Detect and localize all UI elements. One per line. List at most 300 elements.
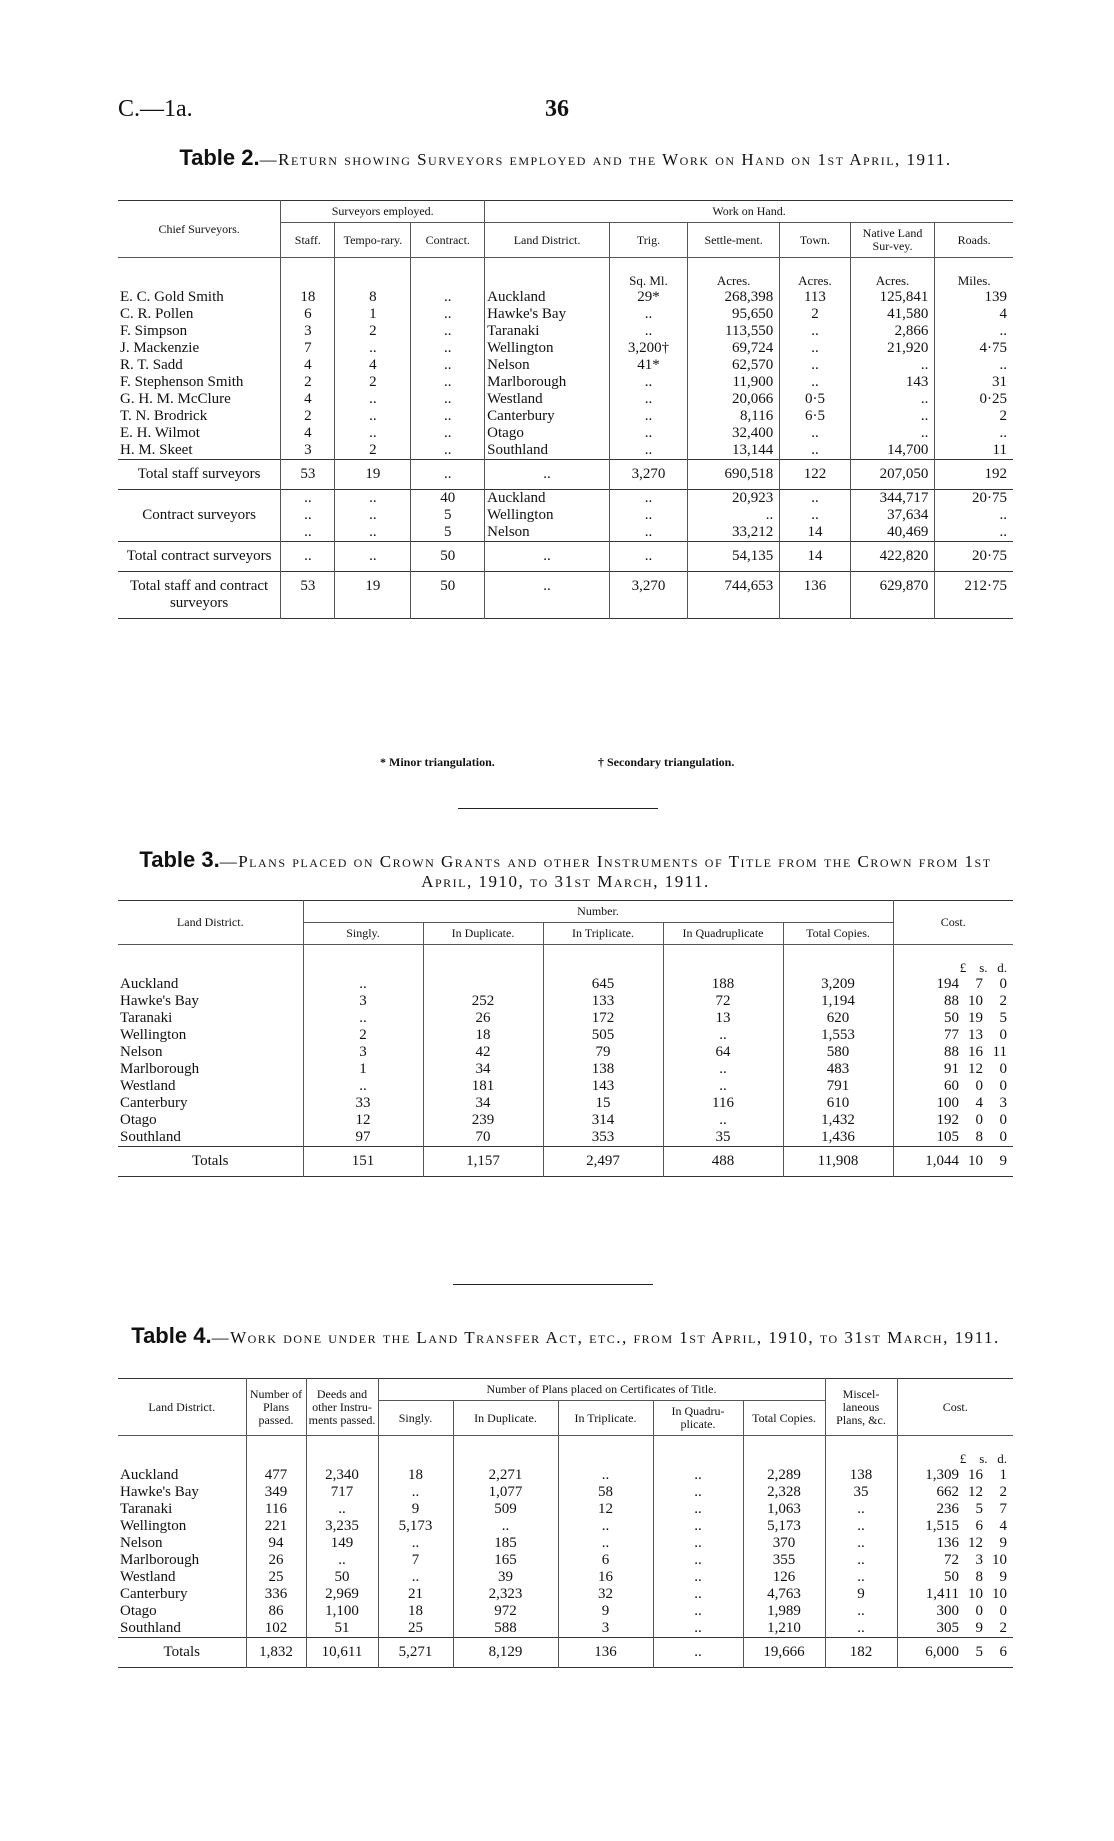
t2-cell: .. xyxy=(411,323,485,340)
cost-pounds: 192 xyxy=(936,1112,959,1128)
t3-cell: 33 xyxy=(303,1095,423,1112)
cost-pence: 7 xyxy=(999,1501,1007,1517)
t4-cell: 10,611 xyxy=(306,1638,378,1668)
table2-label: Table 2. xyxy=(179,145,260,170)
t2-cell: 3,200† xyxy=(609,340,687,357)
t4-district: Auckland xyxy=(120,1467,179,1483)
cost-pounds: 91 xyxy=(944,1061,959,1077)
t3-cell: 172 xyxy=(543,1010,663,1027)
t2-cell: Hawke's Bay xyxy=(485,306,610,323)
t2-col-contract: Contract. xyxy=(411,223,485,258)
t2-total-contract-row xyxy=(118,542,1013,572)
cost-pounds: 662 xyxy=(936,1484,959,1500)
table2 xyxy=(118,200,1013,619)
t4-cell: 2,323 xyxy=(453,1586,558,1603)
t3-cell: 3 xyxy=(303,993,423,1010)
t4-cell: .. xyxy=(378,1569,453,1586)
table-row xyxy=(118,1129,1013,1147)
t4-district: Totals xyxy=(163,1644,200,1660)
t4-cell: 5,173 xyxy=(743,1518,825,1535)
cost-shillings: 12 xyxy=(968,1484,983,1500)
t4-cell: 25 xyxy=(246,1569,306,1586)
t3-cell: 3 xyxy=(303,1044,423,1061)
t2-cell: .. xyxy=(411,340,485,357)
t2-cell: 54,135 xyxy=(688,542,780,572)
t2-cell: Total contract surveyors xyxy=(126,548,272,564)
t4-district: Nelson xyxy=(120,1535,163,1551)
t3-district: Totals xyxy=(192,1153,229,1169)
t2-cell: 13,144 xyxy=(688,442,780,460)
t2-cell: .. xyxy=(609,507,687,524)
t3-unit-pounds: £ xyxy=(959,960,967,975)
cost-pence: 0 xyxy=(999,1061,1007,1077)
cost-pence: 5 xyxy=(999,1010,1007,1026)
t2-col-district: Land District. xyxy=(485,223,610,258)
t4-cell: 165 xyxy=(453,1552,558,1569)
table-row xyxy=(118,1586,1013,1603)
t2-cell: Canterbury xyxy=(485,408,610,425)
t4-cell: .. xyxy=(558,1535,653,1552)
t4-cell: .. xyxy=(825,1535,897,1552)
t4-cell: .. xyxy=(825,1569,897,1586)
cost-shillings: 9 xyxy=(975,1620,983,1636)
t4-cell: .. xyxy=(653,1467,743,1484)
cost-pence: 0 xyxy=(999,1129,1007,1145)
table4-label: Table 4. xyxy=(131,1323,212,1348)
t4-cell: 9 xyxy=(558,1603,653,1620)
cost-shillings: 16 xyxy=(968,1467,983,1483)
t3-cell: 15 xyxy=(543,1095,663,1112)
t4-cell: 18 xyxy=(378,1603,453,1620)
t2-cell: .. xyxy=(780,490,851,508)
t4-cell: 1,989 xyxy=(743,1603,825,1620)
t2-cell: T. N. Brodrick xyxy=(120,408,208,424)
t2-cell: Wellington xyxy=(485,340,610,357)
t4-cell: .. xyxy=(825,1518,897,1535)
t2-cell: 14 xyxy=(780,524,851,542)
t4-district: Southland xyxy=(120,1620,181,1636)
table-row xyxy=(118,1620,1013,1638)
t2-cell: .. xyxy=(485,572,610,619)
t3-cell: 1 xyxy=(303,1061,423,1078)
t3-cell: 620 xyxy=(783,1010,893,1027)
t2-units-row xyxy=(118,258,1013,290)
t4-cell: .. xyxy=(378,1484,453,1501)
t4-cell: 16 xyxy=(558,1569,653,1586)
t3-cell: 252 xyxy=(423,993,543,1010)
cost-shillings: 5 xyxy=(975,1644,983,1660)
t2-cell: 20,066 xyxy=(688,391,780,408)
table-row xyxy=(118,425,1013,442)
cost-pounds: 6,000 xyxy=(925,1644,959,1660)
cost-pounds: 60 xyxy=(944,1078,959,1094)
table-row xyxy=(118,374,1013,391)
t2-cell: 5 xyxy=(411,507,485,524)
cost-shillings: 19 xyxy=(968,1010,983,1026)
t4-col-total: Total Copies. xyxy=(743,1401,825,1436)
t2-cell: Otago xyxy=(485,425,610,442)
t2-cell: E. C. Gold Smith xyxy=(120,289,224,305)
t4-col-duplicate: In Duplicate. xyxy=(453,1401,558,1436)
t4-cell: 349 xyxy=(246,1484,306,1501)
cost-shillings: 12 xyxy=(968,1535,983,1551)
t4-cell: .. xyxy=(453,1518,558,1535)
t4-cost xyxy=(897,1518,1013,1535)
t2-cell: 5 xyxy=(411,524,485,542)
cost-pounds: 50 xyxy=(944,1569,959,1585)
t3-cell: 151 xyxy=(303,1147,423,1177)
t4-cell: 336 xyxy=(246,1586,306,1603)
page-number: 36 xyxy=(545,96,569,122)
t2-col-staff: Staff. xyxy=(281,223,335,258)
t4-cell: 2,289 xyxy=(743,1467,825,1484)
t3-cell: 1,436 xyxy=(783,1129,893,1147)
t2-cell: 4 xyxy=(281,391,335,408)
cost-shillings: 0 xyxy=(975,1078,983,1094)
t2-cell: .. xyxy=(335,391,411,408)
t4-cell: 94 xyxy=(246,1535,306,1552)
cost-pounds: 50 xyxy=(944,1010,959,1026)
t3-col-singly: Singly. xyxy=(303,923,423,945)
t4-cell: 182 xyxy=(825,1638,897,1668)
page-ref: C.—1a. xyxy=(118,96,193,122)
t3-cost xyxy=(893,1010,1013,1027)
t2-cell: 8,116 xyxy=(688,408,780,425)
t4-cell: .. xyxy=(653,1569,743,1586)
t4-cell: 509 xyxy=(453,1501,558,1518)
t4-district: Otago xyxy=(120,1603,157,1619)
t3-cell xyxy=(423,976,543,993)
t2-cell: 20·75 xyxy=(935,542,1013,572)
cost-shillings: 0 xyxy=(975,1112,983,1128)
t4-cell: 7 xyxy=(378,1552,453,1569)
t4-district: Marlborough xyxy=(120,1552,200,1568)
t2-cell: 690,518 xyxy=(688,460,780,490)
t4-cell: 12 xyxy=(558,1501,653,1518)
t4-cell: 477 xyxy=(246,1467,306,1484)
t2-cell: .. xyxy=(935,323,1013,340)
t3-cost-units xyxy=(893,945,1013,977)
t4-cell: 1,063 xyxy=(743,1501,825,1518)
t2-cell: Auckland xyxy=(485,490,610,508)
cost-pence: 0 xyxy=(999,976,1007,992)
cost-pence: 2 xyxy=(999,1620,1007,1636)
table4 xyxy=(118,1378,1013,1668)
table3-title-text: —Plans placed on Crown Grants and other Instruments of Title from the Crown from 1st April, 1910, to 31st March, 1911. xyxy=(219,852,992,891)
t4-cell: 86 xyxy=(246,1603,306,1620)
t3-cell: 2,497 xyxy=(543,1147,663,1177)
t4-cost xyxy=(897,1484,1013,1501)
t2-cell: 3,270 xyxy=(609,460,687,490)
t3-cell: .. xyxy=(303,976,423,993)
t2-cell: 50 xyxy=(411,572,485,619)
t2-footnote-minor: * Minor triangulation. xyxy=(380,755,495,769)
t2-cell: .. xyxy=(411,306,485,323)
cost-pounds: 300 xyxy=(936,1603,959,1619)
t2-cell: 4 xyxy=(335,357,411,374)
t3-col-quadruplicate: In Quadruplicate xyxy=(663,923,783,945)
t2-cell: 2 xyxy=(335,442,411,460)
t4-cell: 32 xyxy=(558,1586,653,1603)
table3 xyxy=(118,900,1013,1177)
cost-shillings: 3 xyxy=(975,1552,983,1568)
t3-cell: 2 xyxy=(303,1027,423,1044)
t2-cell: 33,212 xyxy=(688,524,780,542)
t2-cell: .. xyxy=(780,340,851,357)
t3-cell: 34 xyxy=(423,1061,543,1078)
t3-district: Taranaki xyxy=(120,1010,173,1026)
t3-cell: 353 xyxy=(543,1129,663,1147)
t3-district: Auckland xyxy=(120,976,179,992)
t2-cell: .. xyxy=(935,357,1013,374)
t4-cell: 58 xyxy=(558,1484,653,1501)
cost-shillings: 12 xyxy=(968,1061,983,1077)
t4-district: Wellington xyxy=(120,1518,187,1534)
t2-cell: .. xyxy=(609,490,687,508)
cost-shillings: 4 xyxy=(975,1095,983,1111)
t2-col-trig: Trig. xyxy=(609,223,687,258)
t4-district: Hawke's Bay xyxy=(120,1484,199,1500)
t2-cell: 21,920 xyxy=(850,340,935,357)
t2-cell: 0·5 xyxy=(780,391,851,408)
cost-pounds: 1,411 xyxy=(925,1586,959,1602)
t2-unit-town: Acres. xyxy=(780,258,851,290)
t4-group-plans: Number of Plans placed on Certificates of Title. xyxy=(378,1379,825,1401)
cost-pence: 3 xyxy=(999,1095,1007,1111)
t4-cell: 116 xyxy=(246,1501,306,1518)
cost-pounds: 105 xyxy=(936,1129,959,1145)
t2-cell: Southland xyxy=(485,442,610,460)
t2-cell: 2 xyxy=(335,374,411,391)
t4-cell: 6 xyxy=(558,1552,653,1569)
table-row xyxy=(118,1484,1013,1501)
cost-pounds: 77 xyxy=(944,1027,959,1043)
t4-cost xyxy=(897,1586,1013,1603)
t2-cell: 29* xyxy=(609,289,687,306)
t3-cell: 488 xyxy=(663,1147,783,1177)
table-row xyxy=(118,1467,1013,1484)
t3-cell: .. xyxy=(303,1010,423,1027)
t2-cell: G. H. M. McClure xyxy=(120,391,231,407)
t2-cell: .. xyxy=(281,490,335,508)
cost-shillings: 8 xyxy=(975,1129,983,1145)
t2-cell: .. xyxy=(609,442,687,460)
t2-cell: 40 xyxy=(411,490,485,508)
t3-district: Wellington xyxy=(120,1027,187,1043)
t2-cell: .. xyxy=(281,507,335,524)
table-row xyxy=(118,1603,1013,1620)
t2-cell: 95,650 xyxy=(688,306,780,323)
cost-pounds: 100 xyxy=(936,1095,959,1111)
table-row xyxy=(118,289,1013,306)
t4-cell: 50 xyxy=(306,1569,378,1586)
t4-cell: .. xyxy=(653,1484,743,1501)
t2-cell: 113,550 xyxy=(688,323,780,340)
t4-cell: 35 xyxy=(825,1484,897,1501)
cost-pounds: 305 xyxy=(936,1620,959,1636)
t3-col-triplicate: In Triplicate. xyxy=(543,923,663,945)
t2-cell: .. xyxy=(850,357,935,374)
t4-col-quadruplicate: In Quadru-plicate. xyxy=(653,1401,743,1436)
t4-cell: 185 xyxy=(453,1535,558,1552)
t4-cell: 5,271 xyxy=(378,1638,453,1668)
t4-cell: .. xyxy=(653,1586,743,1603)
t2-cell: 32,400 xyxy=(688,425,780,442)
table-row xyxy=(118,1552,1013,1569)
cost-pence: 1 xyxy=(999,1467,1007,1483)
t2-cell: .. xyxy=(335,408,411,425)
t2-col-town: Town. xyxy=(780,223,851,258)
t2-cell: Wellington xyxy=(485,507,610,524)
t4-cell: 588 xyxy=(453,1620,558,1638)
cost-pounds: 1,044 xyxy=(925,1153,959,1169)
table-row xyxy=(118,1569,1013,1586)
t2-group-work: Work on Hand. xyxy=(485,201,1013,223)
t3-cost xyxy=(893,1147,1013,1177)
t2-cell: 344,717 xyxy=(850,490,935,508)
table-row xyxy=(118,357,1013,374)
t2-cell: 139 xyxy=(935,289,1013,306)
t4-cell: .. xyxy=(825,1620,897,1638)
t3-district: Westland xyxy=(120,1078,176,1094)
t2-cell: 50 xyxy=(411,542,485,572)
t2-cell: .. xyxy=(780,425,851,442)
cost-shillings: 7 xyxy=(975,976,983,992)
t2-cell: 192 xyxy=(935,460,1013,490)
t3-cell: 12 xyxy=(303,1112,423,1129)
t3-cell: .. xyxy=(663,1061,783,1078)
cost-pounds: 136 xyxy=(936,1535,959,1551)
t2-cell: .. xyxy=(335,490,411,508)
t2-cell: 14,700 xyxy=(850,442,935,460)
t3-district: Southland xyxy=(120,1129,181,1145)
t3-cell: 13 xyxy=(663,1010,783,1027)
t4-cell: .. xyxy=(653,1535,743,1552)
t2-cell: 212·75 xyxy=(935,572,1013,619)
t4-totals-row xyxy=(118,1638,1013,1668)
t4-cell: 51 xyxy=(306,1620,378,1638)
t2-col-roads: Roads. xyxy=(935,223,1013,258)
t3-cell: 239 xyxy=(423,1112,543,1129)
table-row xyxy=(118,340,1013,357)
t4-cell: .. xyxy=(306,1501,378,1518)
t2-cell: 122 xyxy=(780,460,851,490)
t2-cell: .. xyxy=(609,524,687,542)
t2-cell: E. H. Wilmot xyxy=(120,425,200,441)
t4-col-misc: Miscel-laneous Plans, &c. xyxy=(825,1379,897,1436)
table3-title xyxy=(118,847,1013,892)
t2-cell: .. xyxy=(780,507,851,524)
cost-shillings: 0 xyxy=(975,1603,983,1619)
t4-cell: .. xyxy=(653,1638,743,1668)
table3-label: Table 3. xyxy=(139,847,220,872)
t3-district: Nelson xyxy=(120,1044,163,1060)
t2-cell: .. xyxy=(335,340,411,357)
t2-cell: Total staff surveyors xyxy=(137,466,261,482)
t2-cell: 20,923 xyxy=(688,490,780,508)
cost-pence: 2 xyxy=(999,993,1007,1009)
t2-cell: 6 xyxy=(281,306,335,323)
t2-cell: 19 xyxy=(335,460,411,490)
t3-district: Hawke's Bay xyxy=(120,993,199,1009)
t4-col-plans-passed: Number of Plans passed. xyxy=(246,1379,306,1436)
table2-title xyxy=(118,145,1013,170)
cost-pounds: 1,515 xyxy=(925,1518,959,1534)
t4-col-cost: Cost. xyxy=(897,1379,1013,1436)
t4-cell: 136 xyxy=(558,1638,653,1668)
t3-cell: 64 xyxy=(663,1044,783,1061)
t3-cell: 188 xyxy=(663,976,783,993)
t2-total-all-row xyxy=(118,572,1013,619)
t4-cell: 3,235 xyxy=(306,1518,378,1535)
t4-cost xyxy=(897,1603,1013,1620)
t4-district: Taranaki xyxy=(120,1501,173,1517)
table-row xyxy=(118,1535,1013,1552)
t3-cell: 314 xyxy=(543,1112,663,1129)
t2-cell: 11,900 xyxy=(688,374,780,391)
t4-cell: 102 xyxy=(246,1620,306,1638)
t4-cell: 355 xyxy=(743,1552,825,1569)
t4-cell: 21 xyxy=(378,1586,453,1603)
t4-cell: 5,173 xyxy=(378,1518,453,1535)
t2-cell: 14 xyxy=(780,542,851,572)
t2-contract-label: Contract surveyors xyxy=(142,507,256,523)
t4-cell: .. xyxy=(825,1501,897,1518)
t3-cell: .. xyxy=(663,1027,783,1044)
t4-cell: .. xyxy=(653,1518,743,1535)
t4-cell: .. xyxy=(653,1603,743,1620)
table-row xyxy=(118,408,1013,425)
t2-cell: .. xyxy=(850,391,935,408)
t3-cell: 11,908 xyxy=(783,1147,893,1177)
cost-pence: 11 xyxy=(992,1044,1007,1060)
t4-cell: 9 xyxy=(825,1586,897,1603)
t4-cell: 8,129 xyxy=(453,1638,558,1668)
t2-cell: F. Simpson xyxy=(120,323,188,339)
t2-col-settlement: Settle-ment. xyxy=(688,223,780,258)
t3-cell: 181 xyxy=(423,1078,543,1095)
cost-shillings: 13 xyxy=(968,1027,983,1043)
cost-pence: 10 xyxy=(992,1552,1007,1568)
t3-cost xyxy=(893,1112,1013,1129)
t4-cell: 26 xyxy=(246,1552,306,1569)
t2-cell: 11 xyxy=(935,442,1013,460)
t2-cell: 2 xyxy=(281,408,335,425)
t2-cell: .. xyxy=(609,408,687,425)
cost-pence: 0 xyxy=(999,1112,1007,1128)
t2-cell: J. Mackenzie xyxy=(120,340,200,356)
t4-cell: 4,763 xyxy=(743,1586,825,1603)
t2-cell: R. T. Sadd xyxy=(120,357,183,373)
t2-col-chief: Chief Surveyors. xyxy=(118,201,281,258)
t3-col-cost: Cost. xyxy=(893,901,1013,945)
table-row xyxy=(118,306,1013,323)
t2-cell: .. xyxy=(335,507,411,524)
t4-cell: 2,271 xyxy=(453,1467,558,1484)
t2-cell: 37,634 xyxy=(850,507,935,524)
t2-cell: 422,820 xyxy=(850,542,935,572)
t4-cell: .. xyxy=(653,1620,743,1638)
t4-cost xyxy=(897,1552,1013,1569)
t2-cell: .. xyxy=(609,306,687,323)
table-row xyxy=(118,1078,1013,1095)
t3-district: Marlborough xyxy=(120,1061,200,1077)
table-row xyxy=(118,442,1013,460)
t4-cell: .. xyxy=(653,1552,743,1569)
t2-cell: Total staff and contract surveyors xyxy=(130,578,269,611)
t2-cell: 6·5 xyxy=(780,408,851,425)
t3-cost xyxy=(893,1095,1013,1112)
